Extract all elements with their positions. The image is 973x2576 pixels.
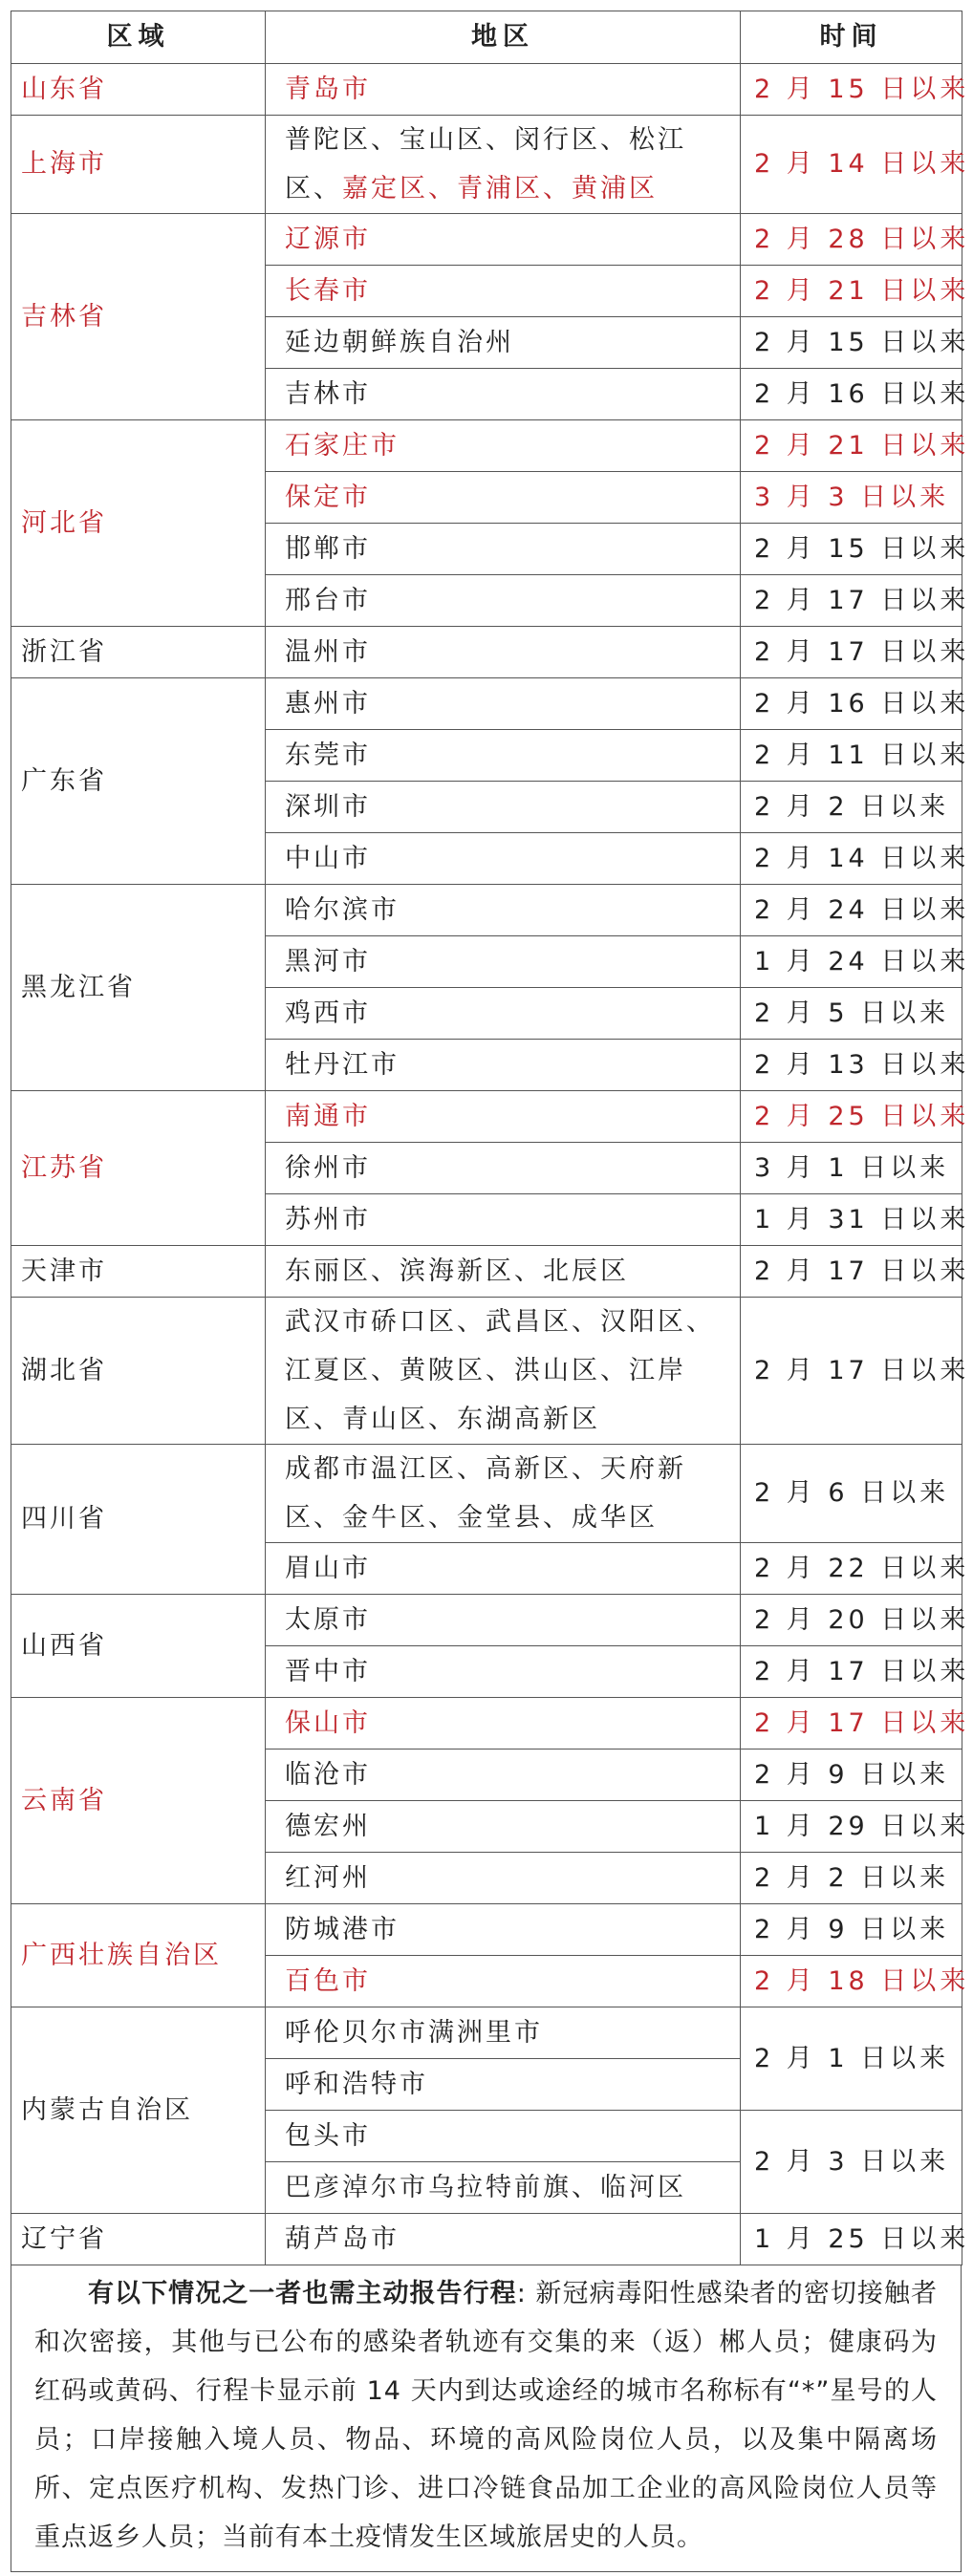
area-cell xyxy=(266,317,741,369)
table-row xyxy=(11,678,962,730)
region-cell: 广东省 xyxy=(11,678,266,885)
area-line: 防城港市 xyxy=(285,1914,400,1944)
area-line: 眉山市 xyxy=(285,1553,371,1583)
time-cell: 1 月 29 日以来 xyxy=(741,1801,962,1853)
table-header-row xyxy=(11,11,962,64)
area-cell xyxy=(266,885,741,936)
area-cell xyxy=(266,730,741,782)
area-line: 辽源市 xyxy=(285,224,371,254)
table-row xyxy=(11,1091,962,1143)
area-cell xyxy=(266,116,741,214)
table-row xyxy=(11,1904,962,1956)
time-cell: 2 月 2 日以来 xyxy=(741,1853,962,1904)
area-cell xyxy=(266,1904,741,1956)
region-cell: 湖北省 xyxy=(11,1298,266,1445)
header-time: 时间 xyxy=(741,11,962,64)
area-cell xyxy=(266,1091,741,1143)
itinerary-report-sheet xyxy=(11,11,970,2572)
area-line: 中山市 xyxy=(285,843,371,873)
time-cell: 2 月 9 日以来 xyxy=(741,1750,962,1801)
area-line: 石家庄市 xyxy=(285,430,400,461)
time-cell: 1 月 24 日以来 xyxy=(741,936,962,988)
table-row xyxy=(11,116,962,214)
time-cell: 2 月 20 日以来 xyxy=(741,1595,962,1646)
area-cell xyxy=(266,1801,741,1853)
area-cell xyxy=(266,1646,741,1698)
area-line: 太原市 xyxy=(285,1604,371,1635)
time-cell: 2 月 6 日以来 xyxy=(741,1445,962,1543)
area-line: 吉林市 xyxy=(285,378,371,409)
area-line: 红河州 xyxy=(285,1862,371,1893)
area-cell xyxy=(266,1143,741,1194)
table-row xyxy=(11,1698,962,1750)
area-line: 葫芦岛市 xyxy=(285,2223,400,2254)
time-cell: 2 月 17 日以来 xyxy=(741,1698,962,1750)
time-cell: 2 月 22 日以来 xyxy=(741,1543,962,1595)
area-line: 区、青山区、东湖高新区 xyxy=(285,1405,600,1434)
time-cell: 2 月 17 日以来 xyxy=(741,575,962,627)
time-cell: 2 月 28 日以来 xyxy=(741,214,962,266)
time-cell: 3 月 3 日以来 xyxy=(741,472,962,524)
time-cell: 2 月 13 日以来 xyxy=(741,1040,962,1091)
area-line: 呼伦贝尔市满洲里市 xyxy=(285,2017,543,2048)
region-cell: 内蒙古自治区 xyxy=(11,2007,266,2214)
time-cell: 2 月 1 日以来 xyxy=(741,2007,962,2111)
area-line: 邢台市 xyxy=(285,585,371,615)
area-cell xyxy=(266,1040,741,1091)
area-cell xyxy=(266,2007,741,2059)
time-cell: 2 月 18 日以来 xyxy=(741,1956,962,2007)
area-cell xyxy=(266,1956,741,2007)
area-line: 保定市 xyxy=(285,482,371,512)
area-cell xyxy=(266,1445,741,1543)
area-cell xyxy=(266,1194,741,1246)
risk-area-table xyxy=(11,11,970,2265)
time-cell: 2 月 16 日以来 xyxy=(741,678,962,730)
area-cell xyxy=(266,64,741,116)
time-cell: 2 月 24 日以来 xyxy=(741,885,962,936)
area-line: 武汉市硚口区、武昌区、汉阳区、 xyxy=(285,1307,715,1337)
area-cell xyxy=(266,1698,741,1750)
area-line: 区、金牛区、金堂县、成华区 xyxy=(285,1503,658,1533)
area-line: 青岛市 xyxy=(285,74,371,104)
area-cell xyxy=(266,782,741,833)
area-line: 哈尔滨市 xyxy=(285,894,400,925)
area-cell xyxy=(266,575,741,627)
table-row xyxy=(11,420,962,472)
area-line: 江夏区、黄陂区、洪山区、江岸 xyxy=(285,1356,686,1385)
table-row xyxy=(11,1595,962,1646)
area-cell xyxy=(266,833,741,885)
area-line: 晋中市 xyxy=(285,1656,371,1686)
area-segment: 普陀区、宝山区、闵行区、松江区、 xyxy=(285,125,686,204)
time-cell: 2 月 17 日以来 xyxy=(741,1646,962,1698)
time-cell: 2 月 17 日以来 xyxy=(741,1298,962,1445)
report-note xyxy=(11,2265,962,2572)
region-cell: 山东省 xyxy=(11,64,266,116)
time-cell: 2 月 17 日以来 xyxy=(741,1246,962,1298)
region-cell: 河北省 xyxy=(11,420,266,627)
header-region: 区域 xyxy=(11,11,266,64)
area-line: 临沧市 xyxy=(285,1759,371,1790)
area-line: 苏州市 xyxy=(285,1204,371,1234)
time-cell: 3 月 1 日以来 xyxy=(741,1143,962,1194)
area-cell xyxy=(266,1298,741,1445)
area-segment: 嘉定区、青浦区、黄浦区 xyxy=(342,174,658,204)
area-line: 保山市 xyxy=(285,1707,371,1738)
region-cell: 江苏省 xyxy=(11,1091,266,1246)
area-line: 惠州市 xyxy=(285,688,371,719)
area-line: 温州市 xyxy=(285,636,371,667)
table-row xyxy=(11,1445,962,1543)
area-line: 巴彦淖尔市乌拉特前旗、临河区 xyxy=(285,2172,686,2202)
area-line: 德宏州 xyxy=(285,1811,371,1841)
table-row xyxy=(11,2007,962,2059)
time-cell: 2 月 9 日以来 xyxy=(741,1904,962,1956)
area-cell xyxy=(266,1543,741,1595)
area-line: 百色市 xyxy=(285,1965,371,1996)
area-cell xyxy=(266,1595,741,1646)
table-row xyxy=(11,1298,962,1445)
table-row xyxy=(11,1246,962,1298)
note-text: : 新冠病毒阳性感染者的密切接触者和次密接，其他与已公布的感染者轨迹有交集的来（返）郴人员；健康码为红码或黄码、行程卡显示前 14 天内到达或途经的城市名称标有“*”星号的人员；口岸接触入境人员、物品、环境的高风险岗位人员，以及集中隔离场所、定点医疗机构、发热门诊、进口冷链食品加工企业的高风险岗位人员等重点返乡人员；当前有本土疫情发生区域旅居史的人员。 xyxy=(34,2279,939,2552)
time-cell: 2 月 16 日以来 xyxy=(741,369,962,420)
region-cell: 吉林省 xyxy=(11,214,266,420)
area-cell xyxy=(266,266,741,317)
area-line: 长春市 xyxy=(285,275,371,306)
area-line: 牡丹江市 xyxy=(285,1049,400,1080)
time-cell: 2 月 5 日以来 xyxy=(741,988,962,1040)
area-line: 延边朝鲜族自治州 xyxy=(285,327,514,357)
region-cell: 辽宁省 xyxy=(11,2214,266,2265)
time-cell: 2 月 15 日以来 xyxy=(741,524,962,575)
region-cell: 上海市 xyxy=(11,116,266,214)
time-cell: 2 月 21 日以来 xyxy=(741,420,962,472)
table-row xyxy=(11,214,962,266)
area-cell xyxy=(266,369,741,420)
area-cell xyxy=(266,1246,741,1298)
table-row xyxy=(11,627,962,678)
time-cell: 2 月 11 日以来 xyxy=(741,730,962,782)
region-cell: 浙江省 xyxy=(11,627,266,678)
region-cell: 云南省 xyxy=(11,1698,266,1904)
area-cell xyxy=(266,524,741,575)
time-cell: 2 月 21 日以来 xyxy=(741,266,962,317)
time-cell: 2 月 15 日以来 xyxy=(741,317,962,369)
area-line: 徐州市 xyxy=(285,1152,371,1183)
area-cell xyxy=(266,2162,741,2214)
area-cell xyxy=(266,2059,741,2111)
header-area: 地区 xyxy=(266,11,741,64)
time-cell: 2 月 25 日以来 xyxy=(741,1091,962,1143)
region-cell: 广西壮族自治区 xyxy=(11,1904,266,2007)
time-cell: 1 月 25 日以来 xyxy=(741,2214,962,2265)
area-cell xyxy=(266,1750,741,1801)
time-cell: 2 月 14 日以来 xyxy=(741,833,962,885)
area-cell xyxy=(266,1853,741,1904)
time-cell: 2 月 14 日以来 xyxy=(741,116,962,214)
area-cell xyxy=(266,678,741,730)
area-cell xyxy=(266,2111,741,2162)
table-row xyxy=(11,64,962,116)
area-cell xyxy=(266,2214,741,2265)
time-cell: 2 月 15 日以来 xyxy=(741,64,962,116)
time-cell: 2 月 2 日以来 xyxy=(741,782,962,833)
region-cell: 四川省 xyxy=(11,1445,266,1595)
area-cell xyxy=(266,420,741,472)
area-line: 深圳市 xyxy=(285,791,371,822)
area-cell xyxy=(266,472,741,524)
area-line: 南通市 xyxy=(285,1101,371,1131)
area-line: 东莞市 xyxy=(285,740,371,770)
table-body xyxy=(11,64,970,2265)
area-cell xyxy=(266,988,741,1040)
area-line: 鸡西市 xyxy=(285,998,371,1028)
area-line: 黑河市 xyxy=(285,946,371,977)
table-row xyxy=(11,885,962,936)
area-cell xyxy=(266,627,741,678)
table-row xyxy=(11,2214,962,2265)
area-line: 包头市 xyxy=(285,2120,371,2151)
area-cell xyxy=(266,214,741,266)
time-cell: 1 月 31 日以来 xyxy=(741,1194,962,1246)
region-cell: 天津市 xyxy=(11,1246,266,1298)
region-cell: 山西省 xyxy=(11,1595,266,1698)
area-line: 呼和浩特市 xyxy=(285,2069,428,2099)
area-line: 成都市温江区、高新区、天府新 xyxy=(285,1454,686,1484)
time-cell: 2 月 3 日以来 xyxy=(741,2111,962,2214)
area-line: 东丽区、滨海新区、北辰区 xyxy=(285,1256,629,1286)
region-cell: 黑龙江省 xyxy=(11,885,266,1091)
note-bold-lead: 有以下情况之一者也需主动报告行程 xyxy=(88,2279,517,2308)
area-cell xyxy=(266,936,741,988)
time-cell: 2 月 17 日以来 xyxy=(741,627,962,678)
area-line: 邯郸市 xyxy=(285,533,371,564)
